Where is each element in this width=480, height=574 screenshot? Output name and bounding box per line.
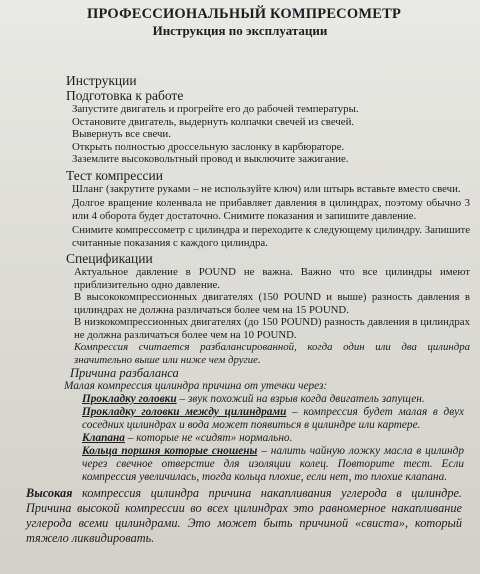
cause-term: Кольца поршня которые сношены: [82, 445, 258, 457]
prep-line: Открыть полностью дроссельную заслонку в карбюраторе.: [72, 140, 345, 153]
test-paragraph: Снимите компрессометр с цилиндра и переходите к следующему цилиндру. Запишите считанные показания с каждого цилиндра.: [72, 224, 470, 249]
compression-test-heading: Тест компрессии: [66, 167, 163, 183]
specifications-heading: Спецификации: [66, 251, 153, 266]
cause-item: [82, 432, 464, 445]
cause-text: – компрессия будет малая в двух соседних цилиндрах и вода может появиться в цилиндре или картере.: [82, 406, 464, 431]
cause-term: Клапана: [82, 432, 125, 444]
imbalance-heading: Причина разбаланса: [70, 366, 179, 380]
cause-text: – которые не «сидят» нормально.: [124, 432, 293, 444]
document-title: ПРОФЕССИОНАЛЬНЫЙ КОМПРЕСОМЕТР: [86, 6, 402, 22]
preparation-heading: Подготовка к работе: [66, 88, 184, 103]
cause-term: Прокладку головки: [82, 393, 177, 405]
prep-line: Заземлите высоковольтный провод и выключите зажигание.: [72, 153, 349, 165]
prep-line: Остановите двигатель, выдернуть колпачки свечей из свечей.: [72, 115, 355, 128]
high-compression-term: Высокая: [26, 486, 73, 500]
prep-line: Вывернуть все свечи.: [72, 128, 171, 140]
spec-paragraph: В низкокомпрессионных двигателях (до 150 POUND) разность давления в цилиндрах не должна различаться более чем на 10 POUND.: [74, 316, 470, 341]
instructions-heading: Инструкции: [66, 73, 137, 88]
test-paragraph: Долгое вращение коленвала не прибавляет давления в цилиндрах, поэтому обычно 3 или 4 оборота будет достаточно. Снимите показания и запишите давление.: [72, 197, 470, 222]
low-compression-heading: Малая компрессия цилиндра причина от утечки через:: [64, 380, 328, 392]
cause-text: – налить чайную ложку масла в цилиндр через свечное отверстие для изоляции колец. Повторите тест. Если компрессия увеличилась, тогда кольца плохие, если нет, то плохие клапана.: [82, 445, 464, 483]
cause-item: [82, 445, 464, 484]
cause-text: – звук похожий на взрыв когда двигатель запущен.: [176, 393, 425, 405]
prep-line: Запустите двигатель и прогрейте его до рабочей температуры.: [72, 103, 359, 115]
spec-paragraph: Актуальное давление в POUND не важна. Важно что все цилиндры имеют приблизительно одно давление.: [74, 266, 470, 291]
high-compression-text: компрессия цилиндра причина накапливания углерода в цилиндре. Причина высокой компрессии во всех цилиндрах это равномерное накапливание углерода всеми цилиндрами. Это может быть причиной «свиста», который тяжело ликвидировать.: [26, 486, 462, 545]
cause-item: [82, 406, 464, 432]
document-subtitle: Инструкция по эксплуатации: [152, 23, 328, 38]
spec-paragraph: В высококомпрессионных двигателях (150 POUND и выше) разность давления в цилиндрах не должна различаться более чем на 15 POUND.: [74, 291, 470, 316]
cause-item: [82, 393, 464, 406]
high-compression-paragraph: [26, 486, 462, 546]
spec-paragraph: Компрессия считается разбалансированной, когда один или два цилиндра значительно выше или ниже чем другие.: [74, 341, 470, 366]
test-paragraph: Шланг (закрутите руками – не используйте ключ) или штырь вставьте вместо свечи.: [72, 182, 461, 195]
cause-term: Прокладку головки между цилиндрами: [82, 406, 287, 418]
